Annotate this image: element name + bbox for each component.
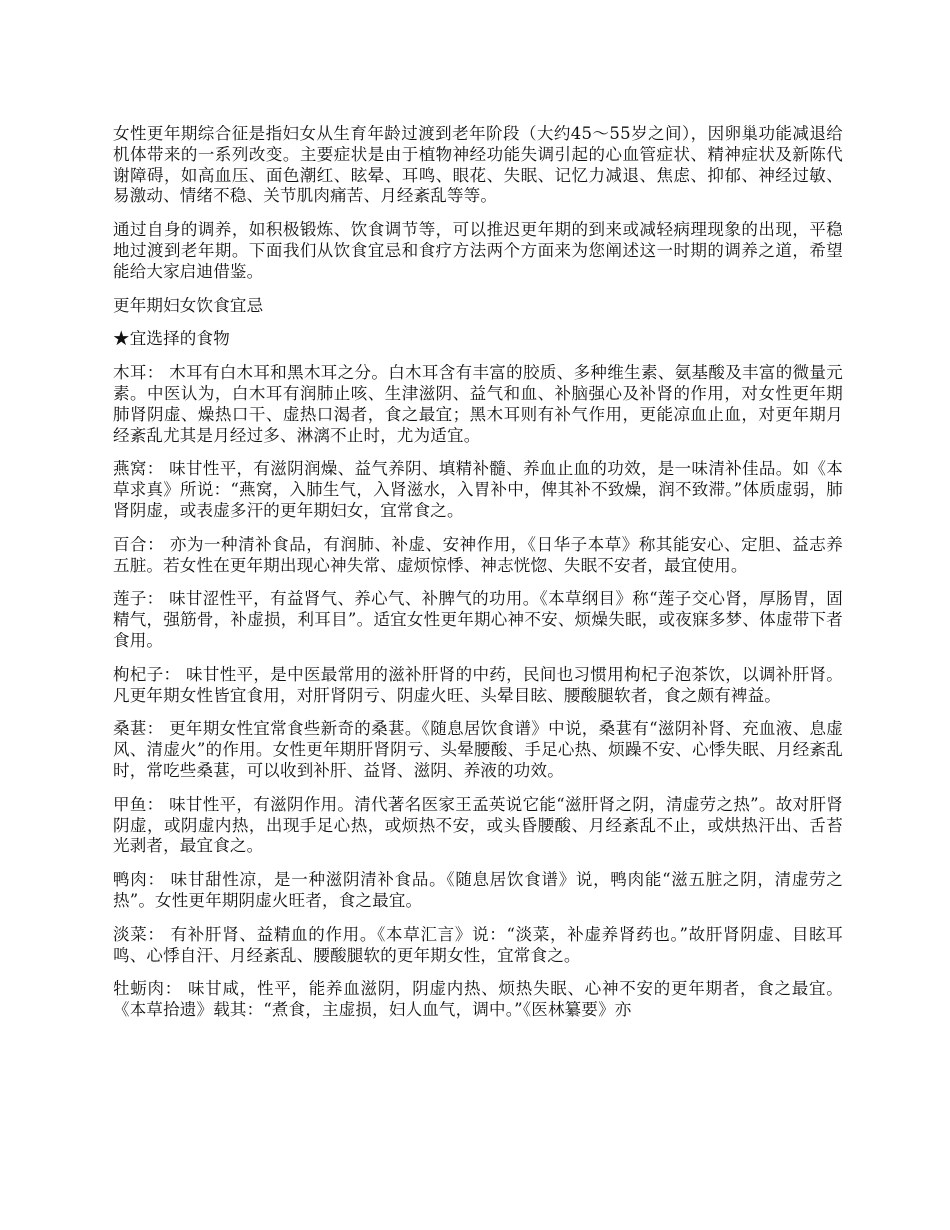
food-paragraph-lily: 百合： 亦为一种清补食品，有润肺、补虚、安神作用，《日华子本草》称其能安心、定胆、益志养五脏。若女性在更年期出现心神失常、虚烦惊悸、神志恍惚、失眠不安者，最宜使用。 bbox=[113, 534, 843, 575]
food-paragraph-oyster: 牡蛎肉： 味甘咸，性平，能养血滋阴，阴虚内热、烦热失眠、心神不安的更年期者，食之最宜。《本草拾遗》载其：“煮食，主虚损，妇人血气，调中。”《医林纂要》亦 bbox=[113, 979, 843, 1020]
food-paragraph-birdnest: 燕窝： 味甘性平，有滋阴润燥、益气养阴、填精补髓、养血止血的功效，是一味清补佳品。如《本草求真》所说：“燕窝，入肺生气，入肾滋水，入胃补中，俾其补不致燥，润不致滞。”体质虚弱，肺肾阴虚，或表虚多汗的更年期妇女，宜常食之。 bbox=[113, 459, 843, 520]
food-paragraph-wolfberry: 枸杞子： 味甘性平，是中医最常用的滋补肝肾的中药，民间也习惯用枸杞子泡茶饮，以调补肝肾。凡更年期女性皆宜食用，对肝肾阴亏、阴虚火旺、头晕目眩、腰酸腿软者，食之颇有裨益。 bbox=[113, 664, 843, 705]
document-page bbox=[113, 124, 843, 1034]
food-paragraph-turtle: 甲鱼： 味甘性平，有滋阴作用。清代著名医家王孟英说它能“滋肝肾之阴，清虚劳之热”。故对肝肾阴虚，或阴虚内热，出现手足心热，或烦热不安，或头昏腰酸、月经紊乱不止，或烘热汗出、舌苔光剥者，最宜食之。 bbox=[113, 794, 843, 856]
section-title: 更年期妇女饮食宜忌 bbox=[113, 295, 264, 315]
food-paragraph-mushroom: 木耳： 木耳有白木耳和黑木耳之分。白木耳含有丰富的胶质、多种维生素、氨基酸及丰富的微量元素。中医认为，白木耳有润肺止咳、生津滋阴、益气和血、补脑强心及补肾的作用，对女性更年期肺肾阴虚、燥热口干、虚热口渴者，食之最宜；黑木耳则有补气作用，更能凉血止血，对更年期月经紊乱尤其是月经过多、淋漓不止时，尤为适宜。 bbox=[113, 363, 843, 445]
food-paragraph-mussel: 淡菜： 有补肝肾、益精血的作用。《本草汇言》说：“淡菜，补虚养肾药也。”故肝肾阴虚、目眩耳鸣、心悸自汗、月经紊乱、腰酸腿软的更年期女性，宜常食之。 bbox=[113, 924, 843, 965]
subsection-title: ★宜选择的食物 bbox=[113, 329, 230, 349]
food-paragraph-lotus-seed: 莲子： 味甘涩性平，有益肾气、养心气、补脾气的功用。《本草纲目》称“莲子交心肾，厚肠胃，固精气，强筋骨，补虚损，利耳目”。适宜女性更年期心神不安、烦燥失眠，或夜寐多梦、体虚带下者食用。 bbox=[113, 589, 843, 650]
food-paragraph-mulberry: 桑葚： 更年期女性宜常食些新奇的桑葚。《随息居饮食谱》中说，桑葚有“滋阴补肾、充血液、息虚风、清虚火”的作用。女性更年期肝肾阴亏、头晕腰酸、手足心热、烦躁不安、心悸失眠、月经紊乱时，常吃些桑葚，可以收到补肝、益肾、滋阴、养液的功效。 bbox=[113, 719, 843, 780]
intro-paragraph: 女性更年期综合征是指妇女从生育年龄过渡到老年阶段（大约45～55岁之间），因卵巢功能减退给机体带来的一系列改变。主要症状是由于植物神经功能失调引起的心血管症状、精神症状及新陈代谢障碍，如高血压、面色潮红、眩晕、耳鸣、眼花、失眠、记忆力减退、焦虑、抑郁、神经过敏、易激动、情绪不稳、关节肌肉痛苦、月经紊乱等等。 bbox=[113, 124, 843, 206]
intro-paragraph: 通过自身的调养，如积极锻炼、饮食调节等，可以推迟更年期的到来或减轻病理现象的出现，平稳地过渡到老年期。下面我们从饮食宜忌和食疗方法两个方面来为您阐述这一时期的调养之道，希望能给大家启迪借鉴。 bbox=[113, 220, 843, 281]
food-paragraph-duck: 鸭肉： 味甘甜性凉，是一种滋阴清补食品。《随息居饮食谱》说，鸭肉能“滋五脏之阴，清虚劳之热”。女性更年期阴虚火旺者，食之最宜。 bbox=[113, 870, 843, 910]
